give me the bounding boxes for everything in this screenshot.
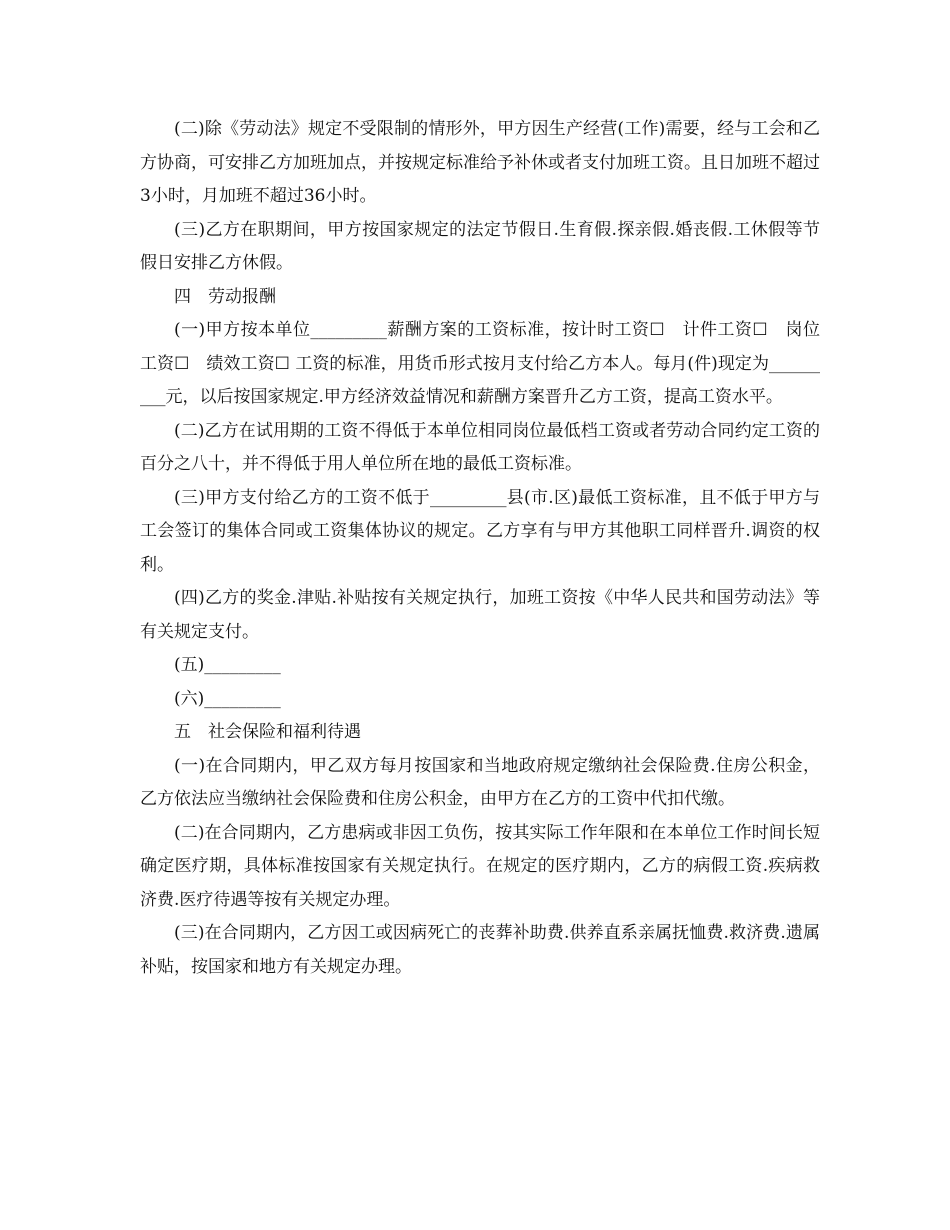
paragraph-probation-wage: (二)乙方在试用期的工资不得低于本单位相同岗位最低档工资或者劳动合同约定工资的百分之八十，并不得低于用人单位所在地的最低工资标准。: [140, 420, 820, 474]
paragraph-blank-five: (五)_________: [174, 655, 281, 675]
paragraph-medical-period: (二)在合同期内，乙方患病或非因工负伤，按其实际工作年限和在本单位工作时间长短确定医疗期，具体标准按国家有关规定执行。在规定的医疗期内，乙方的病假工资.疾病救济费.医疗待遇等按有关规定办理。: [140, 822, 820, 910]
paragraph-minimum-wage: (三)甲方支付给乙方的工资不低于_________县(市.区)最低工资标准，且不低于甲方与工会签订的集体合同或工资集体协议的规定。乙方享有与甲方其他职工同样晋升.调资的权利。: [140, 487, 820, 575]
document-body: [140, 113, 820, 984]
paragraph-overtime: (二)除《劳动法》规定不受限制的情形外，甲方因生产经营(工作)需要，经与工会和乙方协商，可安排乙方加班加点，并按规定标准给予补休或者支付加班工资。且日加班不超过3小时，月加班不超过36小时。: [140, 119, 820, 206]
paragraph-wage-standard: (一)甲方按本单位_________薪酬方案的工资标准，按计时工资☐ 计件工资☐ 岗位工资☐ 绩效工资☐ 工资的标准，用货币形式按月支付给乙方本人。每月(件)现定为_________元，以后按国家规定.甲方经济效益情况和薪酬方案晋升乙方工资，提高工资水平。: [140, 320, 820, 407]
paragraph-bonus: (四)乙方的奖金.津贴.补贴按有关规定执行，加班工资按《中华人民共和国劳动法》等有关规定支付。: [140, 588, 820, 642]
paragraph-social-insurance: (一)在合同期内，甲乙双方每月按国家和当地政府规定缴纳社会保险费.住房公积金，乙方依法应当缴纳社会保险费和住房公积金，由甲方在乙方的工资中代扣代缴。: [140, 755, 820, 809]
section-heading-remuneration: 四 劳动报酬: [174, 286, 276, 307]
paragraph-funeral-subsidy: (三)在合同期内，乙方因工或因病死亡的丧葬补助费.供养直系亲属抚恤费.救济费.遗属补贴，按国家和地方有关规定办理。: [140, 923, 820, 977]
section-heading-social-insurance: 五 社会保险和福利待遇: [174, 722, 361, 742]
paragraph-holidays: (三)乙方在职期间，甲方按国家规定的法定节假日.生育假.探亲假.婚丧假.工休假等节假日安排乙方休假。: [140, 219, 820, 273]
paragraph-blank-six: (六)_________: [174, 688, 281, 709]
